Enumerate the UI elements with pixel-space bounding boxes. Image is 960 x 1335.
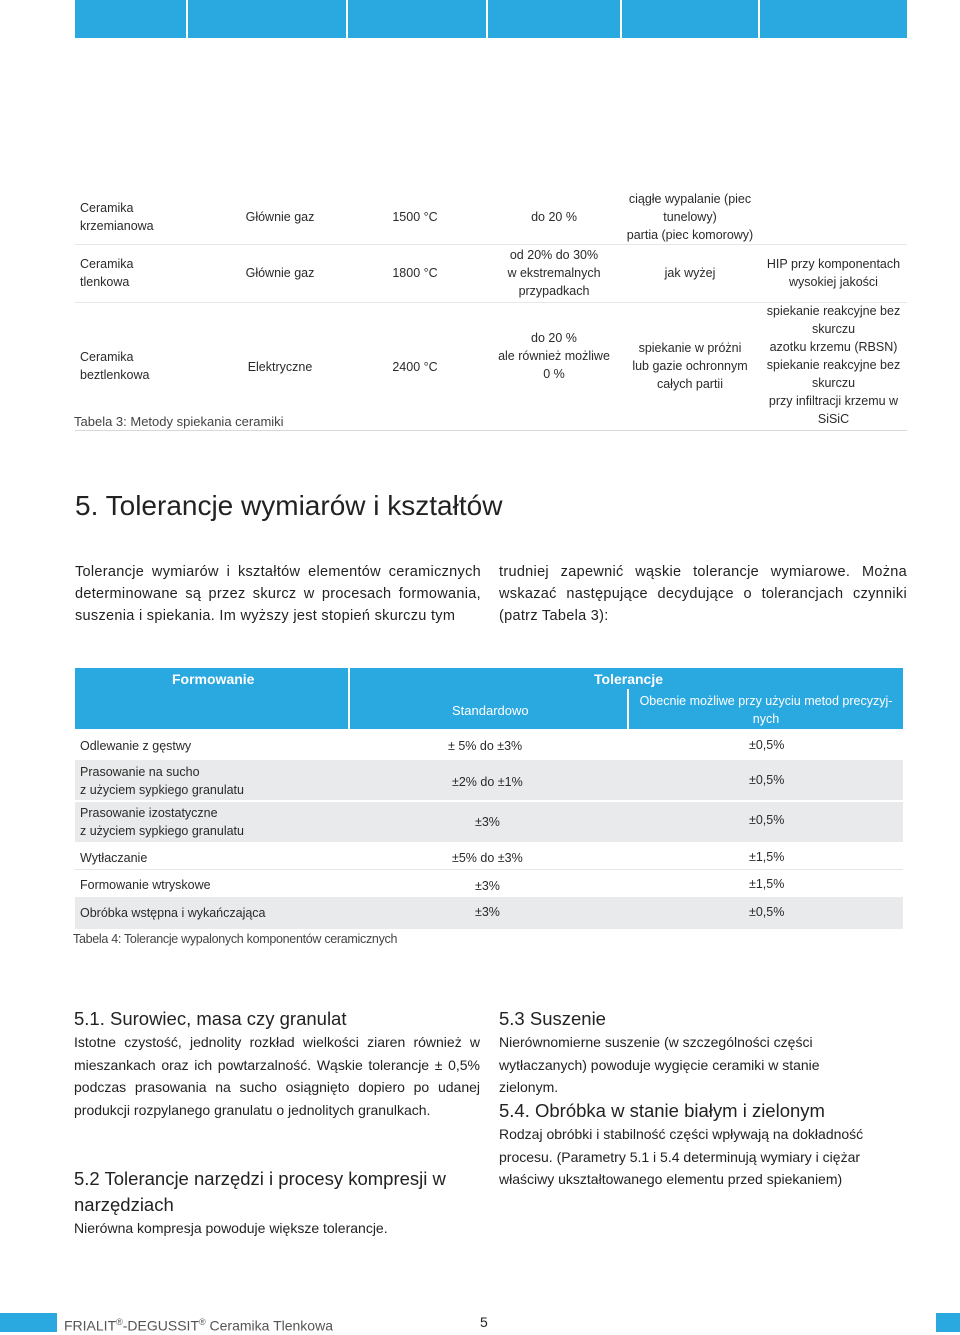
table3-cell-heating: Głównie gaz [245,210,315,224]
table3-cell-property: spiekanie reakcyjne bez skurczu azotku krzemu (RBSN) spiekanie reakcyjne bez skurczu przy infiltracji krzemu w SiSiC [766,304,901,426]
table3-cell-property: HIP przy komponentach wysokiej jakości [766,257,901,289]
page-number: 5 [480,1314,488,1330]
table4-cell-standard: ± 5% do ±3% [448,739,523,753]
table4-cell-precision: ±1,5% [749,850,785,864]
table4-caption: Tabela 4: Tolerancje wypalonych komponentów ceramicznych [73,932,398,946]
table3-header-property: Właściwość [796,159,871,176]
section-5-2-title: 5.2 Tolerancje narzędzi i procesy kompresji w narzędziach [74,1168,446,1215]
table4-cell-precision: ±0,5% [749,813,785,827]
table4-header-standard: Standardowo [452,703,529,718]
registered-mark: ® [116,1317,123,1327]
table4-cell-method: Odlewanie z gęstwy [80,739,192,753]
table3-header-heating: Ogrzewanie [229,159,305,176]
table4-cell-method: Prasowanie na sucho z użyciem sypkiego granulatu [80,765,244,797]
table4-cell-standard: ±3% [475,905,500,919]
footer-accent-bar-right [936,1313,960,1332]
table3-header-bar [75,0,907,38]
footer-brand-suffix: Ceramika Tlenkowa [205,1317,333,1334]
table3-header-group: Grupa materiałów [97,151,165,184]
footer-brand-name: FRIALIT [64,1317,117,1334]
table3-header-separator [346,0,348,38]
table3-header-separator [620,0,622,38]
table3-cell-temperature: 2400 °C [392,360,438,374]
section-5-paragraph-left: Tolerancje wymiarów i kształtów elementów ceramicznych determinowane są przez skurcz w procesach formowania, suszenia i spiekania. Im wyższy jest stopień skurczu tym [75,564,481,624]
table4-cell-standard: ±5% do ±3% [452,851,523,865]
table4-cell-precision: ±0,5% [749,738,785,752]
table4-cell-precision: ±0,5% [749,773,785,787]
table3-bottom-border [75,430,907,431]
table3-cell-group: Ceramika beztlenkowa [80,350,150,382]
table3-header-separator [486,0,488,38]
table3-cell-shrinkage: do 20 % ale również możliwe 0 % [498,331,610,381]
registered-mark: ® [199,1317,206,1327]
table3-header-shrinkage: Skurcz liniowy [532,151,576,184]
table3-cell-temperature: 1800 °C [392,266,438,280]
table4-cell-standard: ±2% do ±1% [452,775,523,789]
table3-cell-shrinkage: od 20% do 30% w ekstremalnych przypadkach [507,248,601,298]
table3-cell-sintering: ciągłe wypalanie (piec tunelowy) partia (piec komorowy) [626,192,754,242]
table3-cell-sintering: spiekanie w próżni lub gazie ochronnym całych partii [632,341,748,391]
table3-cell-heating: Głównie gaz [245,266,315,280]
footer-accent-bar-left [0,1313,57,1332]
table3-row-divider [75,244,907,245]
table3-cell-sintering: jak wyżej [664,266,716,280]
table4-cell-method: Obróbka wstępna i wykańczająca [80,906,266,920]
section-5-2-body: Nierówna kompresja powoduje większe tolerancje. [74,1220,388,1236]
section-5-4-body: Rodzaj obróbki i stabilność części wpływają na dokładność procesu. (Parametry 5.1 i 5.4 determinują wymiary i ciężar właściwy ukształtowanego elementu przed spiekaniem) [499,1126,864,1187]
table3-cell-heating: Elektryczne [247,360,313,374]
table3-caption: Tabela 3: Metody spiekania ceramiki [74,414,284,429]
table3-header-separator [186,0,188,38]
table4-header-forming: Formowanie [172,671,255,687]
table3-cell-temperature: 1500 °C [392,210,438,224]
table3-header-separator [758,0,760,38]
table4-cell-precision: ±0,5% [749,905,785,919]
section-5-paragraph-right: trudniej zapewnić wąskie tolerancje wymiarowe. Można wskazać następujące decydujące o tolerancjach czynniki (patrz Tabela 3): [499,564,907,624]
table4-cell-standard: ±3% [475,815,500,829]
table4-row-divider [75,869,903,870]
section-5-3-title: 5.3 Suszenie [499,1008,606,1029]
section-5-1-title: 5.1. Surowiec, masa czy granulat [74,1008,347,1029]
section-5-3-body: Nierównomierne suszenie (w szczególności części wytłaczanych) powoduje wygięcie ceramiki w stanie zielonym. [499,1034,820,1095]
table3-header-temperature: Temperatura maksymalna [377,151,457,184]
table4-header-precision: Obecnie możliwe przy użyciu metod precyzyj- nych [639,694,893,726]
section-5-1-body: Istotne czystość, jednolity rozkład wielkości ziaren również w mieszankach oraz ich powtarzalność. Wąskie tolerancje ± 0,5% podczas prasowania na sucho osiągnięto dopiero po udanej produkcji rozpylanego granulatu o jednolitych granulkach. [74,1034,480,1118]
section-5-4-title: 5.4. Obróbka w stanie białym i zielonym [499,1100,825,1121]
table3-cell-shrinkage: do 20 % [531,210,577,224]
table4-cell-method: Formowanie wtryskowe [80,878,211,892]
table4-cell-method: Wytłaczanie [80,851,148,865]
table3-header-sintering: Charakterystyka spiekania [639,151,741,184]
table4-header-tolerances: Tolerancje [594,671,663,687]
table4-cell-precision: ±1,5% [749,877,785,891]
table3-cell-group: Ceramika krzemianowa [80,201,154,233]
footer-brand-name-2: -DEGUSSIT [122,1317,199,1334]
section-5-title: 5. Tolerancje wymiarów i kształtów [75,490,503,521]
table4-cell-method: Prasowanie izostatyczne z użyciem sypkiego granulatu [80,806,244,838]
footer-brand [64,1313,333,1335]
table3-cell-group: Ceramika tlenkowa [80,257,134,289]
table4-cell-standard: ±3% [475,879,500,893]
